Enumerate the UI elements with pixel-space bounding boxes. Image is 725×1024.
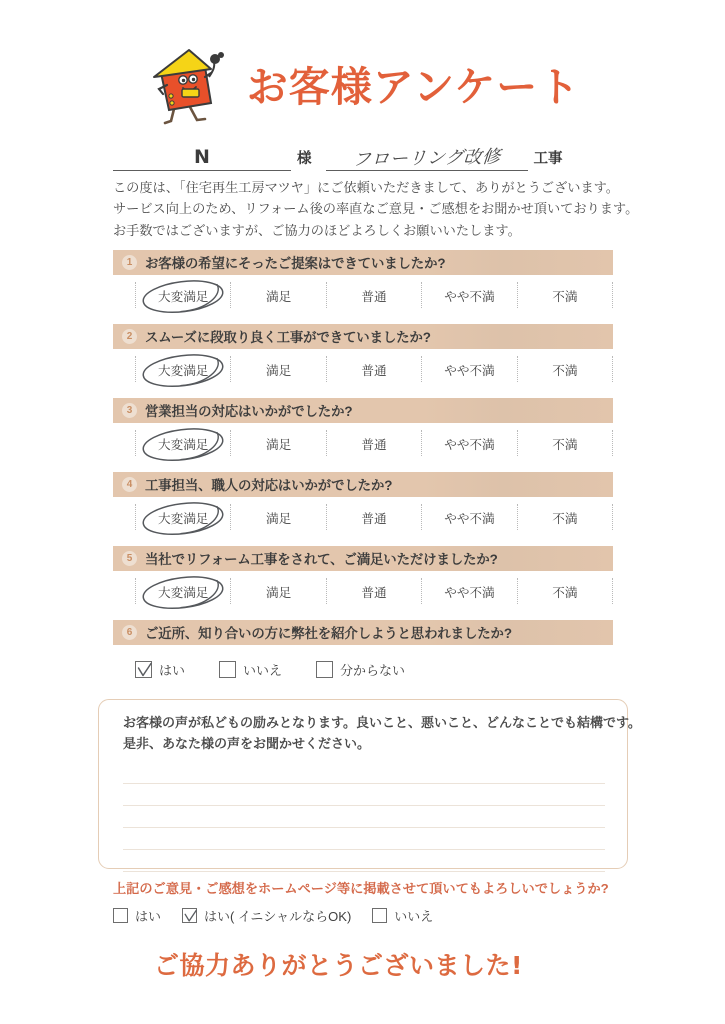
permission-options xyxy=(113,906,633,925)
rating-option[interactable] xyxy=(327,282,422,308)
checkbox-row-6 xyxy=(135,645,613,689)
question-text: スムーズに段取り良く工事ができていましたか? xyxy=(145,330,431,345)
rating-option-label: 満足 xyxy=(266,511,292,526)
rating-option-label: 大変満足 xyxy=(158,437,209,452)
checkbox-label: はい xyxy=(159,662,186,678)
checkbox-label: いいえ xyxy=(394,909,434,924)
rating-scale-1 xyxy=(135,275,613,315)
comment-line[interactable] xyxy=(123,828,605,850)
rating-option[interactable] xyxy=(422,282,517,308)
comment-ruled-lines xyxy=(123,762,605,872)
rating-option-label: 普通 xyxy=(361,289,387,304)
question-header-4 xyxy=(113,472,613,497)
rating-option-label: 普通 xyxy=(361,437,387,452)
rating-scale-2 xyxy=(135,349,613,389)
question-block-5 xyxy=(113,546,613,611)
rating-option-label: 満足 xyxy=(266,585,292,600)
rating-option[interactable] xyxy=(422,430,517,456)
rating-option[interactable] xyxy=(135,282,231,308)
intro-line-3: お手数ではございますが、ご協力のほどよろしくお願いいたします。 xyxy=(113,222,521,238)
rating-option[interactable] xyxy=(231,356,326,382)
checkbox[interactable] xyxy=(219,661,236,678)
rating-option[interactable] xyxy=(231,430,326,456)
question-block-3 xyxy=(113,398,613,463)
question-number-badge: 3 xyxy=(122,403,137,418)
rating-option-label: 普通 xyxy=(361,511,387,526)
intro-text xyxy=(113,177,639,241)
rating-option[interactable] xyxy=(518,504,613,530)
customer-suffix-label: 様 xyxy=(297,151,312,167)
intro-line-2: サービス向上のため、リフォーム後の率直なご意見・ご感想をお聞かせ頂いております。 xyxy=(113,201,639,217)
question-text: ご近所、知り合いの方に弊社を紹介しようと思われましたか? xyxy=(145,626,512,641)
comment-line[interactable] xyxy=(123,806,605,828)
rating-option[interactable] xyxy=(135,504,231,530)
rating-option[interactable] xyxy=(327,578,422,604)
question-block-1 xyxy=(113,250,613,315)
rating-option-label: 不満 xyxy=(552,437,578,452)
checkbox-option[interactable] xyxy=(219,660,282,679)
rating-option[interactable] xyxy=(422,504,517,530)
work-description-field[interactable] xyxy=(326,144,528,171)
rating-option-label: 満足 xyxy=(266,363,292,378)
rating-option-label: 満足 xyxy=(266,289,292,304)
rating-option[interactable] xyxy=(518,578,613,604)
question-block-2 xyxy=(113,324,613,389)
rating-option[interactable] xyxy=(422,356,517,382)
rating-option[interactable] xyxy=(231,578,326,604)
question-header-2 xyxy=(113,324,613,349)
permission-question: 上記のご意見・ご感想をホームページ等に掲載させて頂いてもよろしいでしょうか? xyxy=(113,881,609,896)
question-block-4 xyxy=(113,472,613,537)
question-header-6 xyxy=(113,620,613,645)
rating-option-label: 不満 xyxy=(552,363,578,378)
checkbox[interactable] xyxy=(182,908,197,923)
checkbox-label: いいえ xyxy=(243,662,283,678)
checkbox[interactable] xyxy=(316,661,333,678)
comment-instruction xyxy=(99,700,641,755)
comment-instruction-line-1: お客様の声が私どもの励みとなります。良いこと、悪いこと、どんなことでも結構です。 xyxy=(123,715,641,730)
comment-line[interactable] xyxy=(123,850,605,872)
question-header-1 xyxy=(113,250,613,275)
question-header-3 xyxy=(113,398,613,423)
rating-option[interactable] xyxy=(231,282,326,308)
checkbox-label: はい( イニシャルならOK) xyxy=(204,909,352,924)
rating-option-label: 大変満足 xyxy=(158,289,209,304)
rating-option-label: 不満 xyxy=(552,585,578,600)
permission-option[interactable] xyxy=(372,906,433,925)
question-text: お客様の希望にそったご提案はできていましたか? xyxy=(145,256,446,271)
permission-option[interactable] xyxy=(182,906,351,925)
rating-option[interactable] xyxy=(518,282,613,308)
rating-option[interactable] xyxy=(135,356,231,382)
checkbox-label: はい xyxy=(135,909,162,924)
question-text: 営業担当の対応はいかがでしたか? xyxy=(145,404,353,419)
rating-option-label: やや不満 xyxy=(444,585,495,600)
comment-line[interactable] xyxy=(123,784,605,806)
question-number-badge: 2 xyxy=(122,329,137,344)
rating-option[interactable] xyxy=(135,430,231,456)
question-text: 工事担当、職人の対応はいかがでしたか? xyxy=(145,478,393,493)
page-title: お客様アンケート xyxy=(246,62,581,111)
work-suffix-label: 工事 xyxy=(533,151,563,167)
rating-option-label: 大変満足 xyxy=(158,585,209,600)
checkbox[interactable] xyxy=(135,661,152,678)
rating-option-label: 大変満足 xyxy=(158,363,209,378)
rating-option[interactable] xyxy=(422,578,517,604)
rating-option[interactable] xyxy=(135,578,231,604)
rating-option-label: 不満 xyxy=(552,289,578,304)
thanks-message: ご協力ありがとうございました! xyxy=(154,951,523,980)
rating-option-label: 普通 xyxy=(361,585,387,600)
intro-line-1: この度は、「住宅再生工房マツヤ」にご依頼いただきまして、ありがとうございます。 xyxy=(113,180,619,195)
comment-line[interactable] xyxy=(123,762,605,784)
question-header-5 xyxy=(113,546,613,571)
rating-option-label: 不満 xyxy=(552,511,578,526)
question-text: 当社でリフォーム工事をされて、ご満足いただけましたか? xyxy=(145,552,498,567)
work-description-value: フローリング改修 xyxy=(351,146,502,171)
rating-option-label: やや不満 xyxy=(444,511,495,526)
rating-option-label: やや不満 xyxy=(444,289,495,304)
question-block-6 xyxy=(113,620,613,689)
question-number-badge: 6 xyxy=(122,625,137,640)
form-header xyxy=(0,48,725,126)
comment-instruction-line-2: 是非、あなた様の声をお聞かせください。 xyxy=(123,735,371,751)
rating-option[interactable] xyxy=(518,356,613,382)
question-number-badge: 1 xyxy=(122,255,137,270)
name-line xyxy=(113,141,613,171)
question-number-badge: 5 xyxy=(122,551,137,566)
house-mascot-icon xyxy=(145,47,233,127)
rating-option-label: やや不満 xyxy=(444,437,495,452)
rating-option-label: やや不満 xyxy=(444,363,495,378)
rating-option-label: 普通 xyxy=(361,363,387,378)
checkbox[interactable] xyxy=(113,908,128,923)
checkmark-icon xyxy=(136,662,153,679)
customer-name-value: N xyxy=(194,146,210,168)
rating-option[interactable] xyxy=(327,504,422,530)
customer-name-field[interactable] xyxy=(113,144,291,171)
rating-option[interactable] xyxy=(518,430,613,456)
rating-option[interactable] xyxy=(231,504,326,530)
checkbox-label: 分からない xyxy=(340,662,406,678)
publication-permission-section xyxy=(113,878,633,925)
rating-scale-5 xyxy=(135,571,613,611)
checkbox-option[interactable] xyxy=(135,660,185,679)
rating-option[interactable] xyxy=(327,356,422,382)
rating-option-label: 満足 xyxy=(266,437,292,452)
checkbox[interactable] xyxy=(372,908,387,923)
free-comment-box[interactable] xyxy=(98,699,641,869)
checkmark-icon xyxy=(183,909,198,924)
rating-option-label: 大変満足 xyxy=(158,511,209,526)
permission-option[interactable] xyxy=(113,906,161,925)
rating-option[interactable] xyxy=(327,430,422,456)
question-number-badge: 4 xyxy=(122,477,137,492)
rating-scale-4 xyxy=(135,497,613,537)
rating-scale-3 xyxy=(135,423,613,463)
questions-list xyxy=(113,250,613,698)
checkbox-option[interactable] xyxy=(316,660,405,679)
